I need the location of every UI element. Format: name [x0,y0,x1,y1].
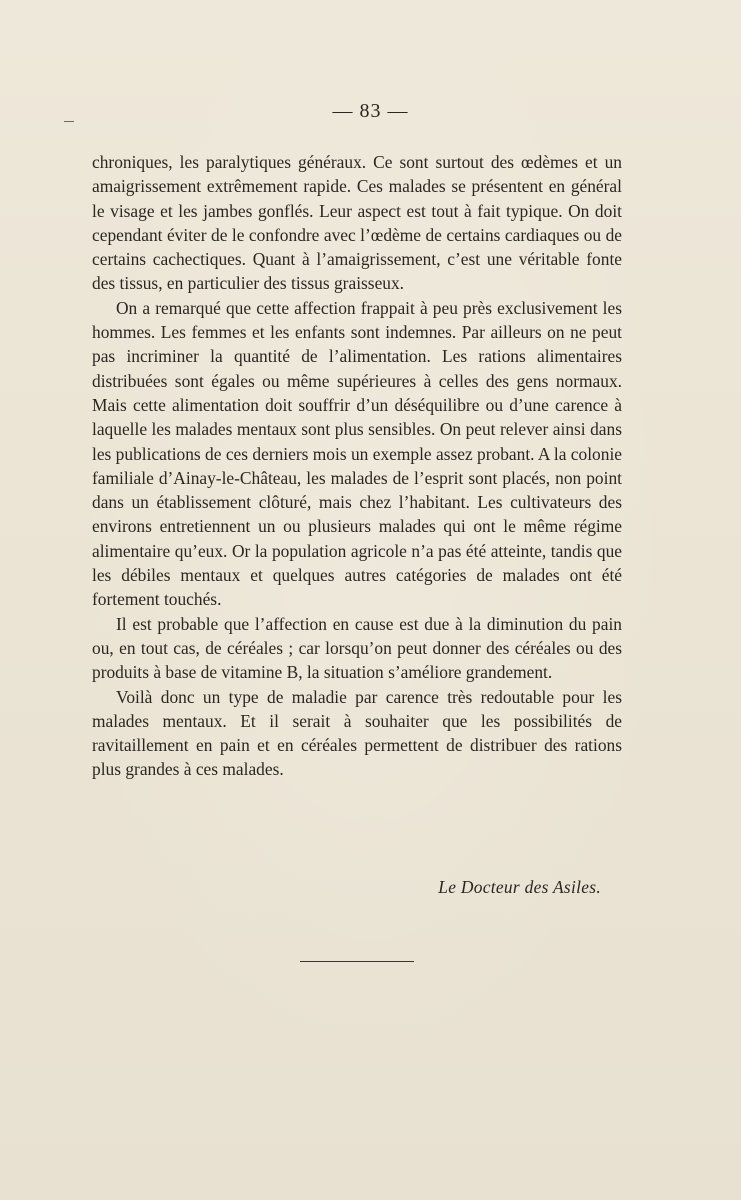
paragraph-3: Il est probable que l’affection en cause est due à la diminution du pain ou, en tout cas, de céréales ; car lorsqu’on peut donner des céréales ou des produits à base de vitamine B, la situation s’améliore grandement. [92,613,622,683]
paragraph-4: Voilà donc un type de maladie par carence très redoutable pour les malades mentaux. Et il serait à souhaiter que les possibilités de ravitaillement en pain et en céréales permettent de distribuer des rations plus grandes à ces malades. [92,686,622,780]
paragraph-1: chroniques, les paralytiques généraux. Ce sont surtout des œdèmes et un amaigrissement extrêmement rapide. Ces malades se présentent en général le visage et les jambes gonflés. Leur aspect est tout à fait typique. On doit cependant éviter de le confondre avec l’œdème de certains cardiaques ou de certains cachectiques. Quant à l’amaigrissement, c’est une véritable fonte des tissus, en particulier des tissus graisseux. [92,152,622,294]
page-number: — 83 — [332,100,409,122]
paragraph-2: On a remarqué que cette affection frappait à peu près exclusivement les hommes. Les femmes et les enfants sont indemnes. Par ailleurs on ne peut pas incriminer la quantité de l’alimentation. Les rations alimentaires distribuées sont égales ou même supérieures à celles des gens normaux. Mais cette alimentation doit souffrir d’un déséquilibre ou d’une carence à laquelle les malades mentaux sont plus sensibles. On peut relever ainsi dans les publications de ces derniers mois un exemple assez probant. A la colonie familiale d’Ainay-le-Château, les malades de l’esprit sont placés, non point dans un établissement clôturé, mais chez l’habitant. Les cultivateurs des environs entretiennent un ou plusieurs malades qui ont le même régime alimentaire qu’eux. Or la population agricole n’a pas été atteinte, tandis que les débiles mentaux et quelques autres catégories de malades ont été fortement touchés. [92,297,622,610]
body-text [92,150,622,782]
closing-rule [300,961,414,962]
signature: Le Docteur des Asiles. [438,877,601,897]
